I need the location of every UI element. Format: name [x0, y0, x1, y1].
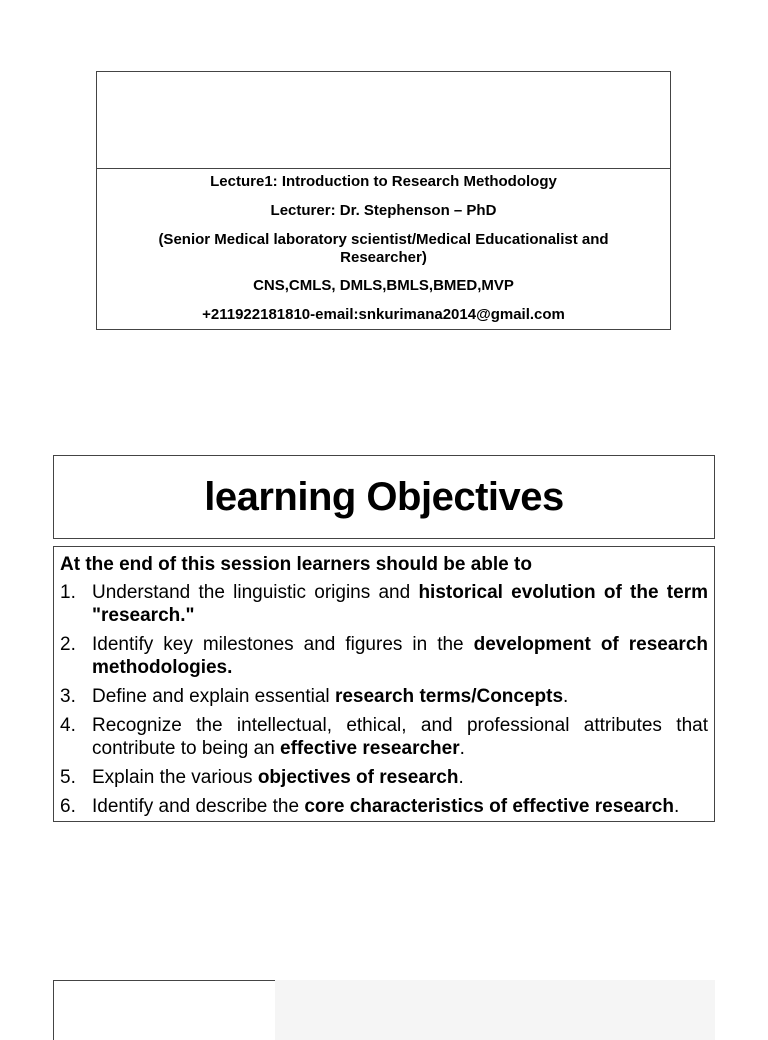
objectives-title-box [53, 455, 715, 539]
objective-text [92, 633, 708, 679]
next-slide-border-left [53, 980, 54, 1040]
lecture-header-box [96, 71, 671, 330]
objective-text [92, 581, 708, 627]
objective-text-plain: Define and explain essential [92, 686, 335, 707]
header-text-block [97, 169, 670, 324]
objective-number: 4. [60, 715, 76, 736]
objective-text-plain: Explain the various [92, 767, 258, 788]
objective-text [92, 714, 708, 760]
header-blank-area [97, 72, 670, 169]
objective-item [60, 766, 708, 789]
objective-text-plain: Recognize the intellectual, ethical, and professional attributes that contribute to being an [92, 715, 708, 759]
objective-number: 6. [60, 796, 76, 817]
objective-text-bold: effective researcher [280, 738, 460, 759]
lecture-title: Lecture1: Introduction to Research Methodology [210, 173, 557, 190]
objective-text-plain: Understand the linguistic origins and [92, 582, 419, 603]
objective-text-suffix: . [459, 738, 465, 759]
lecturer-role: (Senior Medical laboratory scientist/Medical Educationalist and Researcher) [158, 231, 609, 266]
objective-text-bold: development of research methodologies. [92, 634, 708, 678]
objective-text-bold: historical evolution of the term "research." [92, 582, 708, 626]
objective-item [60, 714, 708, 760]
lecturer-contact: +211922181810-email:snkurimana2014@gmail.com [202, 306, 565, 323]
objective-item [60, 581, 708, 627]
objective-item [60, 795, 708, 818]
objective-number: 2. [60, 634, 76, 655]
objective-text-suffix: . [563, 686, 569, 707]
objective-item [60, 633, 708, 679]
objective-number: 5. [60, 767, 76, 788]
objective-text-bold: objectives of research [257, 767, 459, 788]
objective-text [92, 685, 708, 708]
objective-text-plain: Identify key milestones and figures in the [92, 634, 474, 655]
objective-number: 3. [60, 686, 76, 707]
objective-text-bold: core characteristics of effective research [304, 796, 674, 817]
next-slide-partial [53, 980, 715, 1040]
objective-number: 1. [60, 582, 76, 603]
objectives-box [53, 546, 715, 822]
objective-text-suffix: . [673, 796, 680, 817]
lecturer-name: Lecturer: Dr. Stephenson – PhD [270, 202, 497, 219]
objectives-title: learning Objectives [204, 474, 564, 519]
next-slide-shade [275, 980, 715, 1040]
next-slide-border-top [53, 980, 275, 981]
objective-text-bold: research terms/Concepts [334, 686, 564, 707]
objectives-list [60, 581, 708, 818]
objective-text [92, 795, 708, 818]
objective-text [92, 766, 708, 789]
objectives-intro: At the end of this session learners should be able to [60, 554, 532, 575]
objective-text-suffix: . [458, 767, 464, 788]
lecturer-credentials: CNS,CMLS, DMLS,BMLS,BMED,MVP [253, 277, 514, 294]
objective-item [60, 685, 708, 708]
objective-text-plain: Identify and describe the [92, 796, 305, 817]
